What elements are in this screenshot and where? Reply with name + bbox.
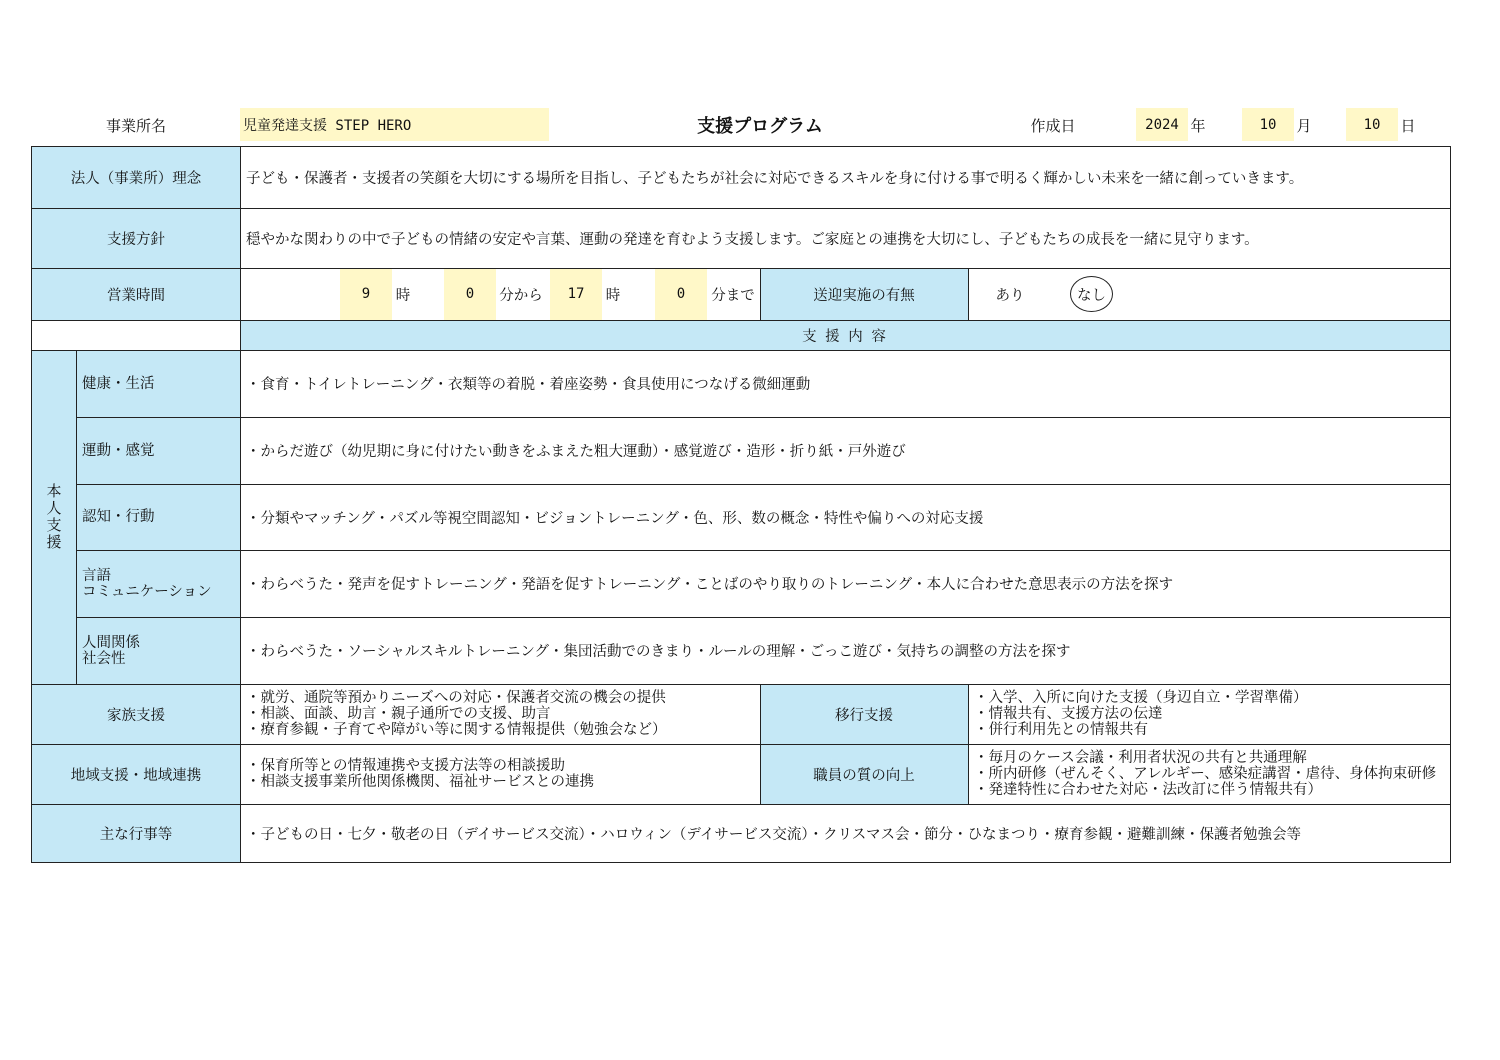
philosophy-label: 法人（事業所）理念 <box>32 147 240 208</box>
year-unit: 年 <box>1190 116 1206 135</box>
divider <box>968 268 969 320</box>
divider <box>76 350 77 684</box>
family-support-label: 家族支援 <box>32 684 240 744</box>
end-min-field[interactable]: 0 <box>655 268 707 320</box>
divider <box>32 744 1450 745</box>
events-text: ・子どもの日・七夕・敬老の日（デイサービス交流）・ハロウィン（デイサービス交流）・クリスマス会・節分・ひなまつり・療育参観・避難訓練・保護者勉強会等 <box>246 826 1302 843</box>
divider <box>76 550 1450 551</box>
start-hour-field[interactable]: 9 <box>340 268 392 320</box>
individual-support-label: 本人支援 <box>44 483 63 551</box>
health-life-text: ・食育・トイレトレーニング・衣類等の着脱・着座姿勢・食具使用につなげる微細運動 <box>246 377 811 393</box>
divider <box>760 684 761 804</box>
hours-label: 営業時間 <box>32 268 240 320</box>
office-label: 事業所名 <box>105 116 166 135</box>
hour-unit-2: 時 <box>605 287 621 304</box>
office-name-field[interactable]: 児童発達支援 STEP HERO <box>240 108 549 141</box>
content-header-blank <box>32 320 240 350</box>
divider <box>32 208 1450 209</box>
cognition-behavior-label: 認知・行動 <box>76 484 240 550</box>
day-unit: 日 <box>1400 116 1416 135</box>
divider <box>32 268 1450 269</box>
transition-support-label: 移行支援 <box>760 684 968 744</box>
language-communication-label: 言語 コミュニケーション <box>76 550 240 617</box>
end-hour-field[interactable]: 17 <box>550 268 602 320</box>
individual-support-group <box>32 350 76 684</box>
min-from-label: 分から <box>499 287 543 304</box>
community-support-text: ・保育所等との情報連携や支援方法等の相談援助 ・相談支援事業所他関係機関、福祉サービスとの連携 <box>246 758 594 790</box>
transport-label: 送迎実施の有無 <box>760 268 968 320</box>
motor-sense-text: ・からだ遊び（幼児期に身に付けたい動きをふまえた粗大運動）・感覚遊び・造形・折り紙・戸外遊び <box>246 444 906 460</box>
date-label: 作成日 <box>1030 116 1076 135</box>
transition-support-text: ・入学、入所に向けた支援（身辺自立・学習準備） ・情報共有、支援方法の伝達 ・併行利用先との情報共有 <box>974 690 1308 738</box>
relationships-social-label: 人間関係 社会性 <box>76 617 240 684</box>
transport-no-option[interactable]: なし <box>1070 276 1113 312</box>
day-field[interactable]: 10 <box>1346 108 1398 141</box>
min-until-label: 分まで <box>711 287 755 304</box>
language-communication-text: ・わらべうた・発声を促すトレーニング・発語を促すトレーニング・ことばのやり取りのトレーニング・本人に合わせた意思表示の方法を探す <box>246 577 1174 593</box>
page-title: 支援プログラム <box>697 116 823 137</box>
relationships-social-text: ・わらべうた・ソーシャルスキルトレーニング・集団活動でのきまり・ルールの理解・ごっこ遊び・気持ちの調整の方法を探す <box>246 644 1071 660</box>
divider <box>76 484 1450 485</box>
community-support-label: 地域支援・地域連携 <box>32 744 240 804</box>
staff-quality-text: ・毎月のケース会議・利用者状況の共有と共通理解 ・所内研修（ぜんそく、アレルギー、感染症講習・虐待、身体拘束研修 ・発達特性に合わせた対応・法改訂に伴う情報共有） <box>974 750 1437 798</box>
philosophy-text: 子ども・保護者・支援者の笑顔を大切にする場所を目指し、子どもたちが社会に対応できるスキルを身に付ける事で明るく輝かしい未来を一緒に創っていきます。 <box>246 171 1304 187</box>
transport-yes-option[interactable]: あり <box>995 287 1025 304</box>
family-support-text: ・就労、通院等預かりニーズへの対応・保護者交流の機会の提供 ・相談、面談、助言・親子通所での支援、助言 ・療育参観・子育てや障がい等に関する情報提供（勉強会など） <box>246 690 667 738</box>
divider <box>32 804 1450 805</box>
divider <box>760 268 761 320</box>
motor-sense-label: 運動・感覚 <box>76 417 240 484</box>
start-min-field[interactable]: 0 <box>444 268 496 320</box>
hour-unit-1: 時 <box>395 287 411 304</box>
month-field[interactable]: 10 <box>1242 108 1294 141</box>
health-life-label: 健康・生活 <box>76 350 240 417</box>
divider <box>76 417 1450 418</box>
policy-text: 穏やかな関わりの中で子どもの情緒の安定や言葉、運動の発達を育むよう支援します。ご家庭との連携を大切にし、子どもたちの成長を一緒に見守ります。 <box>246 231 1259 248</box>
divider <box>32 350 1450 351</box>
staff-quality-label: 職員の質の向上 <box>760 744 968 804</box>
divider <box>32 320 1450 321</box>
divider <box>76 617 1450 618</box>
events-label: 主な行事等 <box>32 804 240 862</box>
divider <box>32 684 1450 685</box>
program-table <box>31 146 1451 863</box>
month-unit: 月 <box>1296 116 1312 135</box>
cognition-behavior-text: ・分類やマッチング・パズル等視空間認知・ビジョントレーニング・色、形、数の概念・特性や偏りへの対応支援 <box>246 510 984 527</box>
divider <box>240 147 241 862</box>
divider <box>968 684 969 804</box>
policy-label: 支援方針 <box>32 208 240 268</box>
content-header: 支 援 内 容 <box>240 320 1450 350</box>
year-field[interactable]: 2024 <box>1136 108 1188 141</box>
